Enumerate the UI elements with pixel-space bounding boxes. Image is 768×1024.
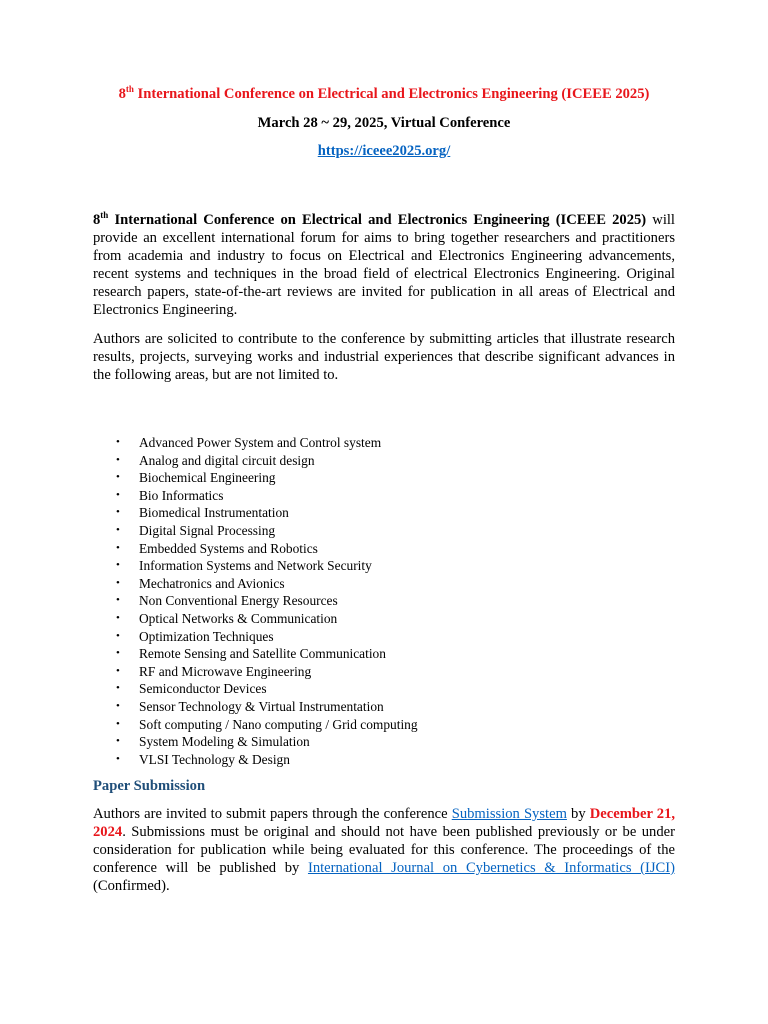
journal-link[interactable]: International Journal on Cybernetics & Informatics (IJCI): [307, 860, 675, 876]
solicit-paragraph: Authors are solicited to contribute to the conference by submitting articles that illustrate research results, projects, surveying works and industrial experiences that describe significant advances in the following areas, but are not limited to.: [93, 331, 675, 383]
submission-paragraph: Authors are invited to submit papers through the conference Submission System by December 21, 2024. Submissions must be original and should not have been published previously or be under consideration for publication while being evaluated for this conference. The proceedings of the conference will be published by International Journal on Cybernetics & Informatics (IJCI) (Confirmed).: [93, 806, 676, 894]
bullet-icon: •: [116, 506, 120, 519]
bullet-icon: •: [116, 576, 120, 589]
topic-item: • Mechatronics and Avionics: [116, 575, 285, 591]
conference-dates: March 28 ~ 29, 2025, Virtual Conference: [257, 115, 511, 131]
topic-item: • Remote Sensing and Satellite Communication: [116, 646, 386, 662]
topic-item: • Advanced Power System and Control system: [116, 435, 382, 450]
topic-item: • Information Systems and Network Security: [116, 558, 372, 574]
paper-submission-heading: Paper Submission: [93, 778, 206, 794]
conference-url-line: [93, 143, 675, 160]
bullet-icon: •: [116, 594, 120, 607]
title-ordinal-suffix: th: [125, 84, 134, 94]
intro-paragraph: [93, 211, 675, 319]
topic-item: • Analog and digital circuit design: [116, 452, 315, 468]
topic-item: • RF and Microwave Engineering: [116, 663, 312, 679]
bullet-icon: •: [116, 752, 120, 765]
bullet-icon: •: [116, 488, 120, 501]
bullet-icon: •: [116, 699, 120, 712]
topic-item: • Semiconductor Devices: [116, 681, 267, 697]
topic-item: • Digital Signal Processing: [116, 522, 276, 538]
topic-item: • Bio Informatics: [116, 487, 224, 503]
topic-item: • Optimization Techniques: [116, 628, 274, 644]
bullet-icon: •: [116, 453, 120, 466]
bullet-icon: •: [116, 559, 120, 572]
bullet-icon: •: [116, 682, 120, 695]
topic-item: • Biochemical Engineering: [116, 470, 276, 486]
topic-item: • Embedded Systems and Robotics: [116, 540, 318, 556]
bullet-icon: •: [116, 611, 120, 624]
topic-item: • Sensor Technology & Virtual Instrumentation: [116, 698, 384, 714]
title-text: International Conference on Electrical and Electronics Engineering (ICEEE 2025): [133, 86, 650, 102]
bullet-icon: •: [116, 629, 120, 642]
bullet-icon: •: [116, 717, 120, 730]
submission-deadline: December 21, 2024: [93, 806, 676, 840]
topic-item: • System Modeling & Simulation: [116, 734, 310, 750]
topic-item: • Optical Networks & Communication: [116, 610, 338, 626]
intro-conference-name: International Conference on Electrical and Electronics Engineering (ICEEE 2025): [108, 212, 647, 228]
conference-title: [73, 86, 695, 103]
topic-item: • Biomedical Instrumentation: [116, 505, 289, 521]
bullet-icon: •: [116, 436, 120, 448]
topic-item: • Soft computing / Nano computing / Grid computing: [116, 716, 418, 732]
bullet-icon: •: [116, 664, 120, 677]
conference-url-link[interactable]: https://iceee2025.org/: [317, 143, 451, 159]
topic-item: • VLSI Technology & Design: [116, 751, 290, 767]
bullet-icon: •: [116, 647, 120, 660]
intro-ordinal-suffix: th: [100, 210, 109, 220]
bullet-icon: •: [116, 541, 120, 554]
bullet-icon: •: [116, 735, 120, 748]
intro-body: will provide an excellent international forum for aims to bring together researchers and practitioners from academia and industry to focus on Electrical and Electronics Engineering advancements, recent systems and techniques in the broad field of electrical Electronics Engineering. Original research papers, state-of-the-art reviews are invited for publication in all areas of Electrical and Electronics Engineering.: [93, 212, 675, 318]
bullet-icon: •: [116, 471, 120, 484]
title-ordinal: 8: [118, 86, 126, 102]
topic-item: • Non Conventional Energy Resources: [116, 593, 338, 609]
bullet-icon: •: [116, 523, 120, 536]
intro-ordinal: 8: [93, 212, 101, 228]
submission-system-link[interactable]: Submission System: [451, 806, 567, 822]
topics-list: [93, 434, 418, 768]
